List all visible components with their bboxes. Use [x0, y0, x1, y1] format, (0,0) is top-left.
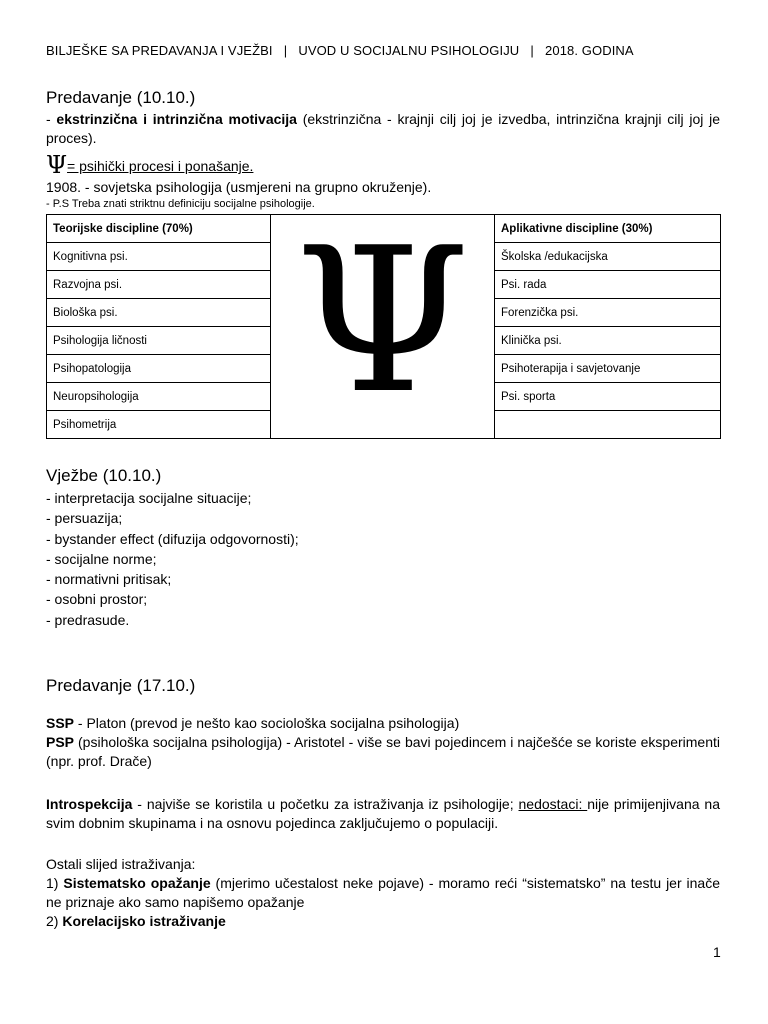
- motivation-line: [46, 110, 720, 148]
- psi-image-cell: [271, 204, 495, 439]
- right-header: Aplikativne discipline (30%): [495, 215, 721, 243]
- list-item: - socijalne norme;: [46, 550, 157, 567]
- table-cell-right: Forenzička psi.: [495, 299, 721, 327]
- list-item: - interpretacija socijalne situacije;: [46, 490, 252, 506]
- item-1-term: Sistematsko opažanje: [63, 875, 211, 891]
- ssp-text: - Platon (prevod je nešto kao sociološka socijalna psihologija): [74, 715, 460, 731]
- psi-definition: = psihički procesi i ponašanje.: [67, 158, 254, 174]
- table-cell-right: Psi. rada: [495, 271, 721, 299]
- drawbacks-label: nedostaci:: [518, 796, 588, 812]
- research-sequence-block: [46, 855, 720, 931]
- list-item: - bystander effect (difuzija odgovornosti);: [46, 530, 299, 547]
- ps-note: - P.S Treba znati striktnu definiciju socijalne psihologije.: [46, 198, 315, 210]
- psi-symbol-icon: Ψ: [46, 151, 68, 179]
- ssp-line: [46, 714, 720, 733]
- list-item: - osobni prostor;: [46, 591, 148, 608]
- item-number: 1): [46, 875, 64, 891]
- motivation-bold: ekstrinzična i intrinzična motivacija: [56, 111, 297, 127]
- ssp-term: SSP: [46, 715, 75, 731]
- table-cell-right: Psi. sporta: [495, 383, 721, 411]
- introspection-end: nije primijenjivana na svim dobnim skupinama i na osnovu pojedinca zaključujemo o populaciji.: [46, 796, 720, 831]
- page-number: 1: [713, 944, 721, 960]
- list-item: - normativni pritisak;: [46, 571, 172, 588]
- left-header: Teorijske discipline (70%): [47, 215, 271, 243]
- motivation-prefix: -: [46, 111, 57, 127]
- exercises-list: [46, 488, 299, 630]
- ssp-psp-block: [46, 714, 720, 771]
- table-cell-left: Neuropsihologija: [47, 383, 271, 411]
- table-cell-right: Školska /edukacijska: [495, 243, 721, 271]
- list-item: - persuazija;: [46, 510, 123, 527]
- table-cell-left: Razvojna psi.: [47, 271, 271, 299]
- table-cell-left: Psihopatologija: [47, 355, 271, 383]
- table-cell-left: Biološka psi.: [47, 299, 271, 327]
- research-item-2: [46, 912, 720, 931]
- table-header-row: [47, 215, 721, 243]
- item-1-text: (mjerimo učestalost neke pojave) - moramo reći “sistematsko” na testu jer inače ne priznaje ako samo napišemo opažanje: [46, 875, 720, 910]
- section-title-lecture-2: Predavanje (17.10.): [46, 676, 196, 695]
- item-number: 2): [46, 913, 63, 929]
- motivation-rest: (ekstrinzična - krajnji cilj joj je izvedba, intrinzična krajnji cilj joj je proces).: [46, 111, 720, 146]
- table-cell-right: [495, 411, 721, 439]
- introspection-paragraph: [46, 795, 720, 833]
- list-item: - predrasude.: [46, 611, 130, 628]
- table-cell-left: Psihologija ličnosti: [47, 327, 271, 355]
- research-sequence-title: Ostali slijed istraživanja:: [46, 856, 196, 872]
- psp-line: [46, 733, 720, 771]
- section-title-lecture-1: Predavanje (10.10.): [46, 88, 196, 107]
- research-item-1: [46, 874, 720, 912]
- table-cell-right: Klinička psi.: [495, 327, 721, 355]
- page-header: BILJEŠKE SA PREDAVANJA I VJEŽBI | UVOD U SOCIJALNU PSIHOLOGIJU | 2018. GODINA: [46, 43, 634, 58]
- introspection-text: - najviše se koristila u početku za istraživanja iz psihologije;: [132, 796, 519, 812]
- table-cell-right: Psihoterapija i savjetovanje: [495, 355, 721, 383]
- introspection-block: [46, 795, 720, 833]
- psi-definition-line: [46, 151, 253, 179]
- table-cell-left: Kognitivna psi.: [47, 243, 271, 271]
- section-title-exercises-1: Vježbe (10.10.): [46, 466, 162, 485]
- psp-term: PSP: [46, 734, 75, 750]
- introspection-term: Introspekcija: [46, 796, 133, 812]
- soviet-psychology-line: 1908. - sovjetska psihologija (usmjereni na grupno okruženje).: [46, 179, 432, 195]
- psi-large-icon: Ψ: [294, 204, 471, 438]
- table-cell-left: Psihometrija: [47, 411, 271, 439]
- item-2-term: Korelacijsko istraživanje: [62, 913, 226, 929]
- psp-text: (psihološka socijalna psihologija) - Aristotel - više se bavi pojedincem i najčešće se koriste eksperimenti (npr. prof. Drače): [46, 734, 720, 769]
